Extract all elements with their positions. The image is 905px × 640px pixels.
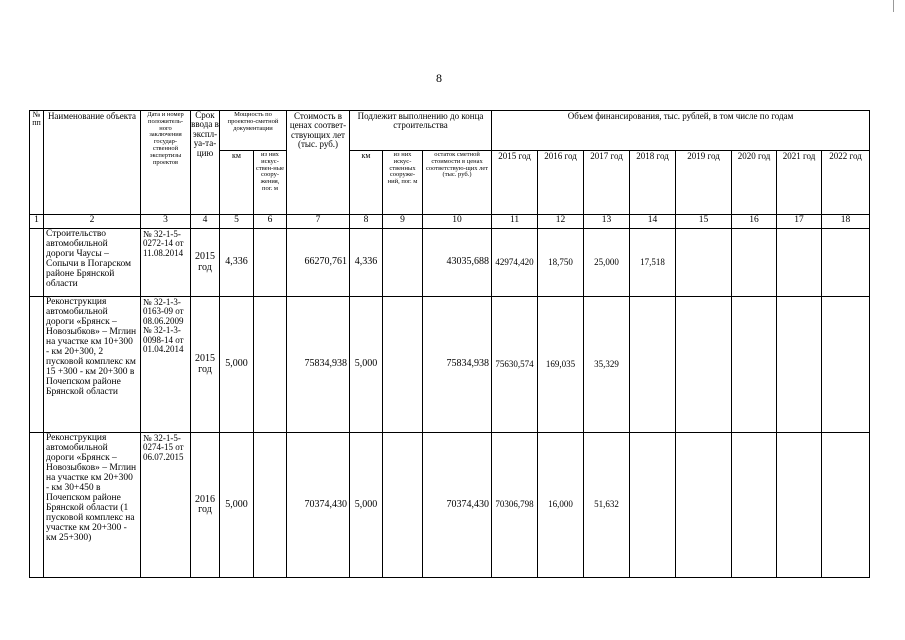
table-row [30, 433, 870, 578]
financing-2018 [630, 297, 676, 433]
financing-2017: 51,632 [584, 433, 630, 578]
header-cost: Стоимость в ценах соответ-ствующих лет (тыс. руб.) [287, 111, 350, 215]
row-index-cell [30, 433, 44, 578]
column-number: 16 [732, 215, 777, 229]
header-year-2020: 2020 год [732, 151, 777, 215]
column-number: 18 [822, 215, 870, 229]
header-expertise-date: Дата и номер положитель-ного заключения государ-ственной экспертизы проектов [141, 111, 191, 215]
header-capacity: Мощность по проектно-сметной документации [220, 111, 287, 151]
object-name: Реконструкция автомобильной дороги «Брянск – Новозыбков» – Мглин на участке км 10+300 - км 20+300, 2 пусковой комплекс км 15 +300 - км 20+300 в Почепском районе Брянской области [44, 297, 141, 433]
header-financing: Объем финансирования, тыс. рублей, в том числе по годам [492, 111, 870, 151]
financing-2016: 16,000 [538, 433, 584, 578]
column-number: 2 [44, 215, 141, 229]
row-index-cell [30, 229, 44, 297]
remaining-structures [383, 433, 423, 578]
financing-2022 [822, 297, 870, 433]
financing-2015: 42974,420 [492, 229, 538, 297]
remaining-cost: 75834,938 [423, 297, 492, 433]
financing-2015: 75630,574 [492, 297, 538, 433]
expertise-conclusion: № 32-1-5-0274-15 от 06.07.2015 [141, 433, 191, 578]
construction-financing-table [29, 110, 870, 578]
column-number: 9 [383, 215, 423, 229]
financing-2017: 25,000 [584, 229, 630, 297]
header-remaining-km: км [350, 151, 383, 215]
remaining-km: 4,336 [350, 229, 383, 297]
header-year-2017: 2017 год [584, 151, 630, 215]
financing-2015: 70306,798 [492, 433, 538, 578]
column-number: 15 [676, 215, 732, 229]
financing-2022 [822, 433, 870, 578]
financing-2018 [630, 433, 676, 578]
header-year-2021: 2021 год [777, 151, 822, 215]
header-remaining-cost: остаток сметной стоимости в ценах соответствую-щих лет (тыс. руб.) [423, 151, 492, 215]
column-number: 10 [423, 215, 492, 229]
financing-2021 [777, 297, 822, 433]
remaining-km: 5,000 [350, 433, 383, 578]
header-capacity-km: км [220, 151, 254, 215]
header-year-2015: 2015 год [492, 151, 538, 215]
page-number: 8 [436, 71, 442, 85]
row-index-cell [30, 297, 44, 433]
financing-2017: 35,329 [584, 297, 630, 433]
header-capacity-structures: из них искус-ствен-ные соору-жения, пог. м [254, 151, 287, 215]
remaining-cost: 43035,688 [423, 229, 492, 297]
financing-2019 [676, 433, 732, 578]
column-number: 1 [30, 215, 44, 229]
object-name: Реконструкция автомобильной дороги «Брянск – Новозыбков» – Мглин на участке км 20+300 - км 30+450 в Почепском районе Брянской области (1 пусковой комплекс на участке км 20+300 - км 25+300) [44, 433, 141, 578]
column-number: 5 [220, 215, 254, 229]
expertise-conclusion: № 32-1-5-0272-14 от 11.08.2014 [141, 229, 191, 297]
capacity-km: 4,336 [220, 229, 254, 297]
header-object-name: Наименование объекта [44, 111, 141, 215]
capacity-km: 5,000 [220, 297, 254, 433]
table-row [30, 297, 870, 433]
remaining-cost: 70374,430 [423, 433, 492, 578]
cost-value: 66270,761 [287, 229, 350, 297]
commission-term: 2016 год [191, 433, 220, 578]
column-numbers-row [30, 215, 870, 229]
column-number: 14 [630, 215, 676, 229]
column-number: 11 [492, 215, 538, 229]
header-year-2022: 2022 год [822, 151, 870, 215]
remaining-structures [383, 297, 423, 433]
financing-2020 [732, 297, 777, 433]
column-number: 17 [777, 215, 822, 229]
cost-value: 75834,938 [287, 297, 350, 433]
capacity-structures [254, 229, 287, 297]
financing-2019 [676, 297, 732, 433]
financing-2021 [777, 229, 822, 297]
column-number: 13 [584, 215, 630, 229]
scan-edge-mark [893, 0, 894, 12]
remaining-km: 5,000 [350, 297, 383, 433]
commission-term: 2015 год [191, 229, 220, 297]
column-number: 7 [287, 215, 350, 229]
financing-2016: 18,750 [538, 229, 584, 297]
header-col-number: № пп [30, 111, 44, 215]
capacity-km: 5,000 [220, 433, 254, 578]
capacity-structures [254, 433, 287, 578]
capacity-structures [254, 297, 287, 433]
column-number: 3 [141, 215, 191, 229]
header-commission-term: Срок ввода в экспл-уа-та-цию [191, 111, 220, 215]
column-number: 8 [350, 215, 383, 229]
commission-term: 2015 год [191, 297, 220, 433]
cost-value: 70374,430 [287, 433, 350, 578]
column-number: 6 [254, 215, 287, 229]
financing-2020 [732, 229, 777, 297]
header-remaining: Подлежит выполнению до конца строительства [350, 111, 492, 151]
header-remaining-structures: из них искус-ственных сооруже-ний, пог. м [383, 151, 423, 215]
financing-2016: 169,035 [538, 297, 584, 433]
column-number: 4 [191, 215, 220, 229]
expertise-conclusion: № 32-1-3-0163-09 от 08.06.2009 № 32-1-3-0098-14 от 01.04.2014 [141, 297, 191, 433]
financing-2018: 17,518 [630, 229, 676, 297]
column-number: 12 [538, 215, 584, 229]
financing-2021 [777, 433, 822, 578]
object-name: Строительство автомобильной дороги Чаусы – Сопычи в Погарском районе Брянской области [44, 229, 141, 297]
financing-2022 [822, 229, 870, 297]
financing-2019 [676, 229, 732, 297]
header-year-2019: 2019 год [676, 151, 732, 215]
financing-2020 [732, 433, 777, 578]
header-year-2018: 2018 год [630, 151, 676, 215]
remaining-structures [383, 229, 423, 297]
header-year-2016: 2016 год [538, 151, 584, 215]
table-row [30, 229, 870, 297]
